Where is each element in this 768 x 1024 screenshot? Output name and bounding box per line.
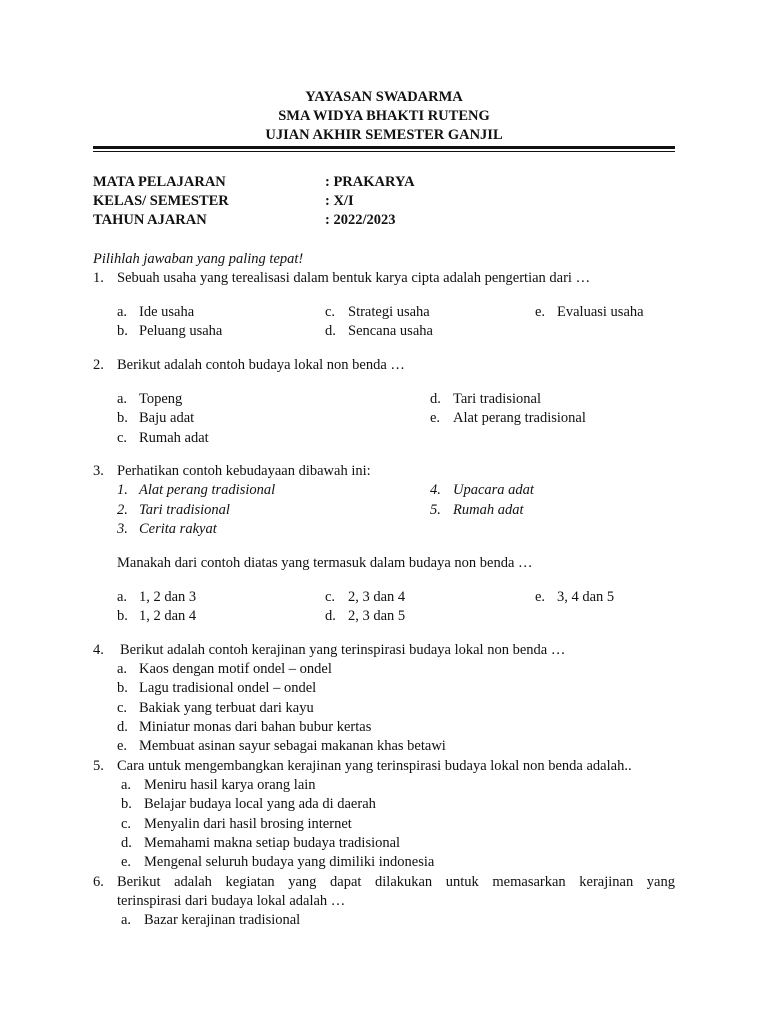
q3-option-label: b. — [117, 608, 128, 624]
q5-option-label: b. — [121, 796, 132, 812]
q3-number: 3. — [93, 463, 104, 479]
q5-option-label: e. — [121, 854, 132, 870]
q3-option-text: 2, 3 dan 4 — [348, 589, 406, 605]
q3-item-text: Alat perang tradisional — [139, 482, 276, 498]
q4-option-text: Kaos dengan motif ondel – ondel — [139, 661, 332, 677]
q5-option-text: Memahami makna setiap budaya tradisional — [144, 835, 401, 851]
q5-option-text: Belajar budaya local yang ada di daerah — [144, 796, 376, 812]
header-foundation: YAYASAN SWADARMA — [305, 89, 463, 105]
q2-option-text: Tari tradisional — [453, 391, 541, 407]
q1-option-text: Strategi usaha — [348, 304, 430, 320]
q4-option-text: Miniatur monas dari bahan bubur kertas — [139, 719, 372, 735]
q4-option-label: e. — [117, 738, 128, 754]
q5-option-label: d. — [121, 835, 132, 851]
q3-item-number: 4. — [430, 482, 441, 498]
q3-item-number: 1. — [117, 482, 128, 498]
q3-text: Perhatikan contoh kebudayaan dibawah ini: — [117, 463, 371, 479]
q5-option-text: Menyalin dari hasil brosing internet — [144, 816, 352, 832]
q1-option-label: c. — [325, 304, 336, 320]
q6-option-label: a. — [121, 912, 132, 928]
q2-option-label: e. — [430, 410, 441, 426]
q2-text: Berikut adalah contoh budaya lokal non benda … — [117, 357, 405, 373]
q4-option-text: Bakiak yang terbuat dari kayu — [139, 700, 314, 716]
q3-option-label: a. — [117, 589, 128, 605]
q2-option-text: Topeng — [139, 391, 183, 407]
q3-question: Manakah dari contoh diatas yang termasuk dalam budaya non benda … — [117, 555, 533, 571]
q6-option-text: Bazar kerajinan tradisional — [144, 912, 301, 928]
q1-option-label: e. — [535, 304, 546, 320]
q5-option-text: Mengenal seluruh budaya yang dimiliki indonesia — [144, 854, 435, 870]
q3-item-text: Rumah adat — [453, 502, 524, 518]
q4-option-label: c. — [117, 700, 128, 716]
q4-option-text: Membuat asinan sayur sebagai makanan khas betawi — [139, 738, 446, 754]
q3-item-text: Tari tradisional — [139, 502, 230, 518]
q4-option-label: d. — [117, 719, 128, 735]
q1-option-text: Ide usaha — [139, 304, 195, 320]
info-value-subject: : PRAKARYA — [325, 174, 415, 190]
q2-option-label: c. — [117, 430, 128, 446]
header-exam: UJIAN AKHIR SEMESTER GANJIL — [265, 127, 503, 143]
q3-option-text: 2, 3 dan 5 — [348, 608, 406, 624]
q1-option-label: d. — [325, 323, 336, 339]
q3-item-text: Upacara adat — [453, 482, 534, 498]
q1-option-text: Sencana usaha — [348, 323, 433, 339]
q5-option-text: Meniru hasil karya orang lain — [144, 777, 316, 793]
q4-number: 4. — [93, 642, 104, 658]
instruction: Pilihlah jawaban yang paling tepat! — [93, 251, 304, 267]
header-rule-thin — [93, 151, 675, 152]
q5-text: Cara untuk mengembangkan kerajinan yang terinspirasi budaya lokal non benda adalah.. — [117, 758, 632, 774]
q6-text-line1: Berikut adalah kegiatan yang dapat dilakukan untuk memasarkan kerajinan yang — [117, 874, 675, 890]
q3-option-text: 1, 2 dan 4 — [139, 608, 197, 624]
q5-number: 5. — [93, 758, 104, 774]
q1-number: 1. — [93, 270, 104, 286]
q1-option-text: Evaluasi usaha — [557, 304, 644, 320]
q5-option-label: a. — [121, 777, 132, 793]
q3-option-label: c. — [325, 589, 336, 605]
q4-option-label: a. — [117, 661, 128, 677]
header-school: SMA WIDYA BHAKTI RUTENG — [278, 108, 490, 124]
q3-item-number: 5. — [430, 502, 441, 518]
q4-option-text: Lagu tradisional ondel – ondel — [139, 680, 317, 696]
q3-option-label: d. — [325, 608, 336, 624]
q3-option-label: e. — [535, 589, 546, 605]
q2-option-text: Rumah adat — [139, 430, 209, 446]
q3-item-number: 2. — [117, 502, 128, 518]
q5-option-label: c. — [121, 816, 132, 832]
header-rule-thick — [93, 146, 675, 149]
q1-text: Sebuah usaha yang terealisasi dalam bentuk karya cipta adalah pengertian dari … — [117, 270, 591, 286]
q3-item-text: Cerita rakyat — [139, 521, 217, 537]
info-label-subject: MATA PELAJARAN — [93, 174, 226, 190]
q1-option-label: a. — [117, 304, 128, 320]
q2-option-label: d. — [430, 391, 441, 407]
q3-item-number: 3. — [117, 521, 128, 537]
q6-text-line2: terinspirasi dari budaya lokal adalah … — [117, 893, 346, 909]
q1-option-text: Peluang usaha — [139, 323, 223, 339]
q4-text: Berikut adalah contoh kerajinan yang terinspirasi budaya lokal non benda … — [120, 642, 566, 658]
q2-option-label: b. — [117, 410, 128, 426]
info-value-year: : 2022/2023 — [325, 212, 396, 228]
q6-number: 6. — [93, 874, 104, 890]
q4-option-label: b. — [117, 680, 128, 696]
info-label-class: KELAS/ SEMESTER — [93, 193, 229, 209]
q2-option-text: Alat perang tradisional — [453, 410, 586, 426]
q1-option-label: b. — [117, 323, 128, 339]
q3-option-text: 3, 4 dan 5 — [557, 589, 615, 605]
q3-option-text: 1, 2 dan 3 — [139, 589, 197, 605]
q2-option-text: Baju adat — [139, 410, 195, 426]
q2-option-label: a. — [117, 391, 128, 407]
q2-number: 2. — [93, 357, 104, 373]
info-label-year: TAHUN AJARAN — [93, 212, 207, 228]
info-value-class: : X/I — [325, 193, 354, 209]
